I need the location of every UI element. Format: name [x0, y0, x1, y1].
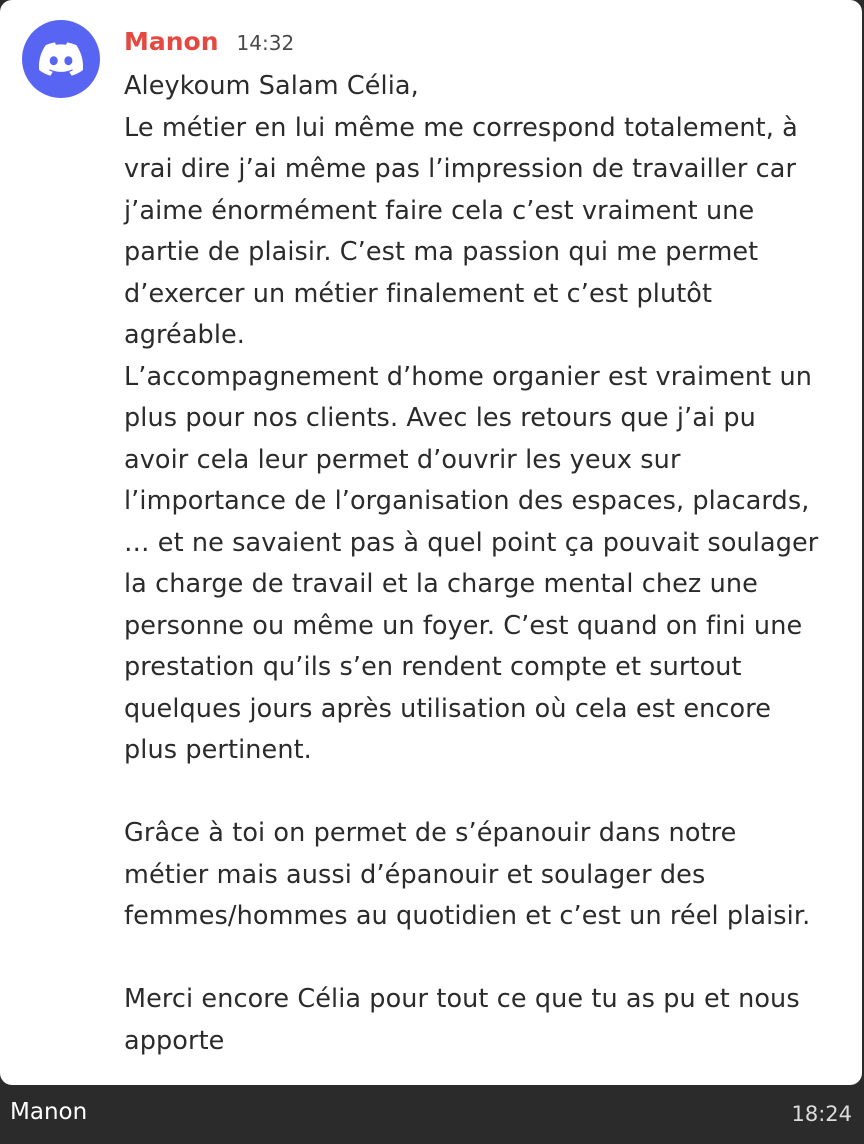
message-line	[124, 772, 854, 814]
message-line: apporte	[124, 1025, 225, 1056]
message-line: femmes/hommes au quotidien et c’est un réel plaisir.	[124, 901, 811, 931]
message-line: j’aime énormément faire cela c’est vraiment une	[124, 195, 755, 226]
message-line: métier mais aussi d’épanouir et soulager des	[124, 859, 706, 890]
footer-sender-name: Manon	[10, 1099, 88, 1125]
avatar[interactable]	[22, 20, 100, 98]
message-line: Merci encore Célia pour tout ce que tu as pu et nous	[124, 984, 800, 1014]
message-line: L’accompagnement d’home organier est vraiment un	[124, 361, 813, 392]
message-line: plus pour nos clients. Avec les retours que j’ai pu	[124, 403, 756, 433]
message-line: … et ne savaient pas à quel point ça pouvait soulager	[124, 527, 819, 558]
message-header	[124, 24, 294, 60]
message-line: Le métier en lui même me correspond totalement, à	[124, 112, 798, 143]
message-line: quelques jours après utilisation où cela est encore	[124, 693, 772, 724]
message-line: prestation qu’ils s’en rendent compte et surtout	[124, 652, 742, 682]
message-line: la charge de travail et la charge mental chez une	[124, 569, 758, 599]
message-line: personne ou même un foyer. C’est quand on fini une	[124, 610, 803, 641]
message-line	[124, 938, 854, 980]
message-line: Grâce à toi on permet de s’épanouir dans notre	[124, 818, 737, 848]
message-line: d’exercer un métier finalement et c’est plutôt	[124, 278, 713, 309]
discord-logo-icon	[39, 42, 83, 76]
footer-bar	[0, 1085, 864, 1144]
author-name[interactable]: Manon	[124, 27, 219, 56]
message-line: avoir cela leur permet d’ouvrir les yeux sur	[124, 444, 681, 475]
message-line: partie de plaisir. C’est ma passion qui me permet	[124, 237, 759, 267]
message-timestamp: 14:32	[236, 31, 295, 55]
message-line: Aleykoum Salam Célia,	[124, 71, 419, 101]
message-content	[124, 66, 854, 1062]
message-line: agréable.	[124, 320, 246, 350]
footer-timestamp: 18:24	[791, 1102, 852, 1126]
message-line: vrai dire j’ai même pas l’impression de travailler car	[124, 154, 797, 184]
message-line: l’importance de l’organisation des espaces, placards,	[124, 486, 810, 516]
message-line: plus pertinent.	[124, 735, 312, 765]
